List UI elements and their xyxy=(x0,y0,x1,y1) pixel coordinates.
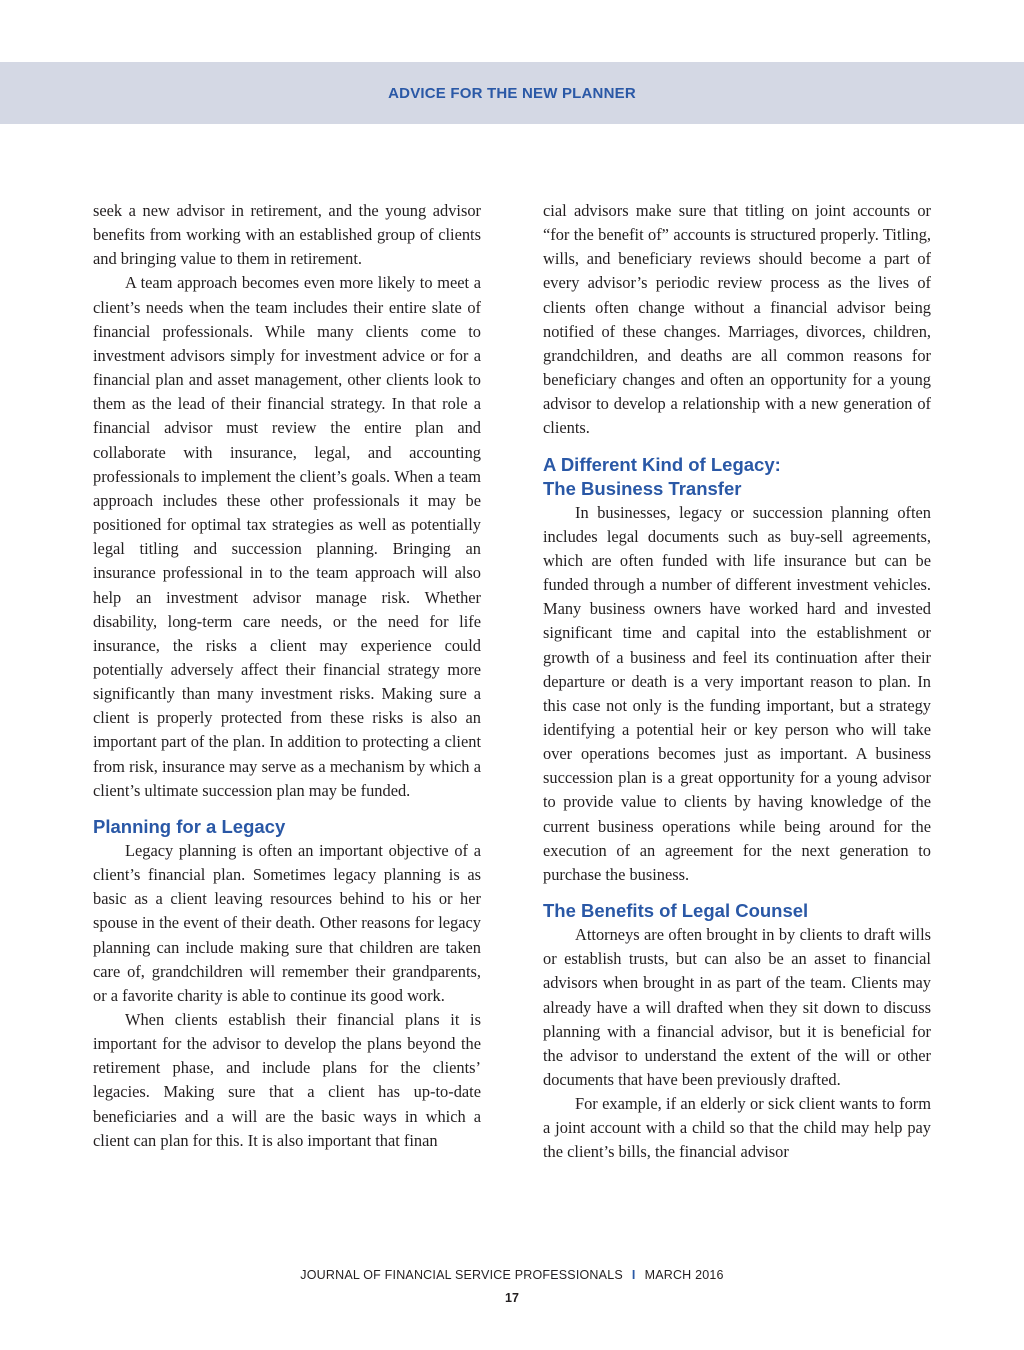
paragraph-example: For example, if an elderly or sick client wants to form a joint account with a child so that the child may help pay the client’s bills, the financial advisor xyxy=(543,1094,931,1162)
right-column xyxy=(543,199,931,1165)
heading-legal-counsel: The Benefits of Legal Counsel xyxy=(543,900,809,922)
section-title: ADVICE FOR THE NEW PLANNER xyxy=(388,84,636,102)
left-column xyxy=(93,199,481,1153)
paragraph-business-succession: In businesses, legacy or succession planning often includes legal documents such as buy-sell agreements, which are often funded with life insurance but can be funded through a number of different investment vehicles. Many business owners have worked hard and invested significant time and capital into the establishment or growth of a business and feel its continuation after their departure or death is a very important reason to plan. In this case not only is the funding important, but a strategy identifying a potential heir or key person who will take over operations becomes just as important. A business succession plan is a great opportunity for a young advisor to provide value to clients by having knowledge of the current business operations while being around for the execution of an agreement for the next generation to purchase the business. xyxy=(543,502,931,884)
paragraph-attorneys: Attorneys are often brought in by clients to draft wills or establish trusts, but can also be an asset to financial advisors when brought in as part of the team. Clients may already have a will drafted when they sit down to discuss planning with a financial advisor, but it is beneficial for the advisor to understand the extent of the will or other documents that have been previously drafted. xyxy=(543,925,931,1089)
paragraph-legacy-objective: Legacy planning is often an important objective of a client’s financial plan. Sometimes legacy planning is as basic as a client leaving resources behind to his or her spouse in the event of their death. Other reasons for legacy planning can include making sure that children are taken care of, grandchildren will remember their grandparents, or a favorite charity is able to continue its good work. xyxy=(93,840,481,1005)
paragraph-titling: cial advisors make sure that titling on joint accounts or “for the benefit of” accounts is structured properly. Titling, wills, and beneficiary reviews should become a part of every advisor’s periodic review process as the lives of clients often change without a financial advisor being notified of these changes. Marriages, divorces, children, grandchildren, and deaths are all common reasons for beneficiary changes and often an opportunity for a young advisor to develop a relationship with a new generation of clients. xyxy=(543,201,931,438)
paragraph-continuation: seek a new advisor in retirement, and the young advisor benefits from working with an established group of clients and bringing value to them in retirement. xyxy=(93,201,481,269)
heading-business-transfer-line1: A Different Kind of Legacy: xyxy=(543,453,781,475)
heading-business-transfer xyxy=(543,441,931,501)
section-banner xyxy=(0,62,1024,124)
journal-name: JOURNAL OF FINANCIAL SERVICE PROFESSIONALS xyxy=(300,1268,623,1282)
paragraph-team-approach: A team approach becomes even more likely to meet a client’s needs when the team includes their entire slate of financial professionals. While many clients come to investment advisors simply for investment advice or for a financial plan and asset management, other clients look to them as the lead of their financial strategy. In that role a financial advisor must review the entire plan and collaborate with insurance, legal, and accounting professionals to implement the client’s goals. When a team approach includes these other professionals it may be positioned for optimal tax strategies as well as potentially legal titling and succession planning. Bringing an insurance professional in to the team approach will also help an investment advisor manage risk. Whether disability, long-term care needs, or the need for life insurance, the risks a client may experience could potentially adversely affect their financial strategy more significantly than many investment risks. Making sure a client is properly protected from these risks is also an important part of the plan. In addition to protecting a client from risk, insurance may serve as a mechanism by which a client’s ultimate succession plan may be funded. xyxy=(93,273,481,800)
page-footer xyxy=(0,1268,1024,1282)
heading-business-transfer-line2: The Business Transfer xyxy=(543,477,742,499)
issue-date: MARCH 2016 xyxy=(644,1268,724,1282)
footer-separator: I xyxy=(631,1268,636,1282)
heading-planning-for-legacy: Planning for a Legacy xyxy=(93,815,286,837)
paragraph-financial-plans: When clients establish their financial plans it is important for the advisor to develop the plans beyond the retirement phase, and include plans for the clients’ legacies. Making sure that a client has up-to-date beneficiaries and a will are the basic ways in which a client can plan for this. It is also important that finan xyxy=(93,1010,481,1150)
page-number: 17 xyxy=(505,1291,519,1305)
